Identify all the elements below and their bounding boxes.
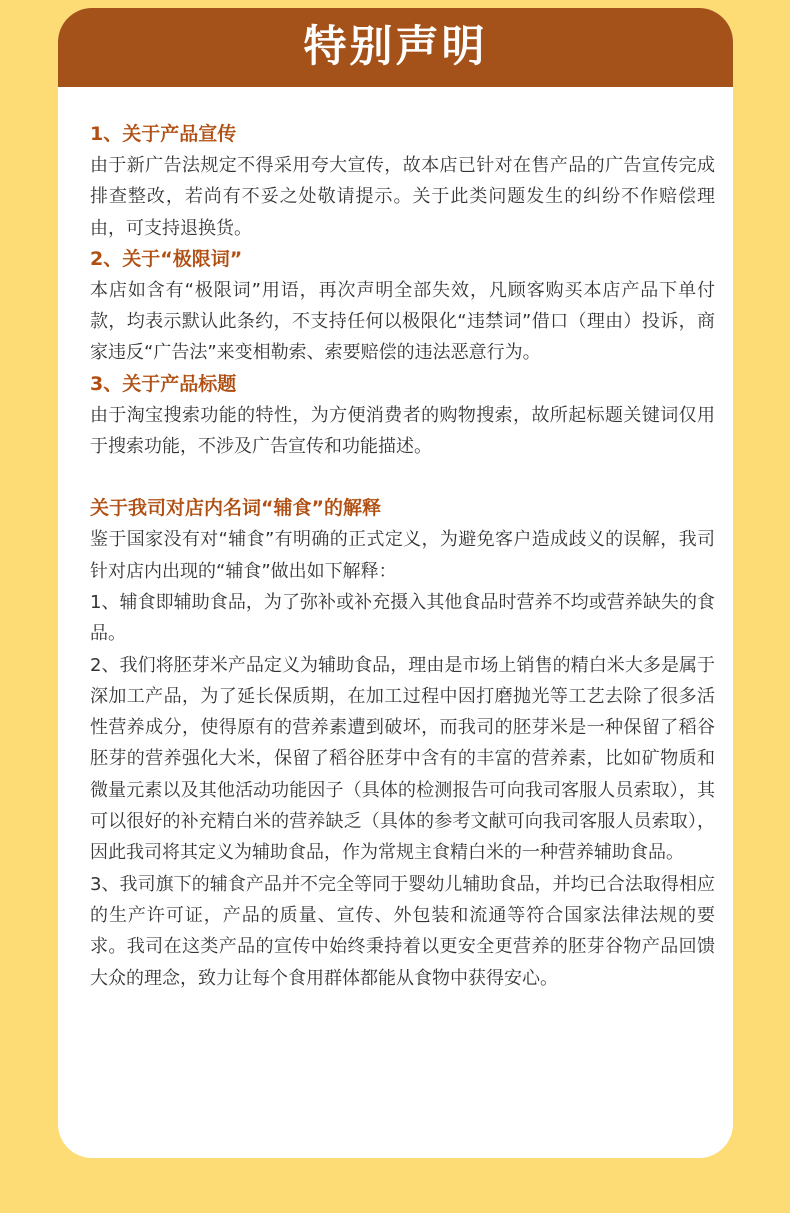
explanation-point-1: 1、辅食即辅助食品，为了弥补或补充摄入其他食品时营养不均或营养缺失的食品。 <box>90 591 715 645</box>
explanation-point-3: 3、我司旗下的辅食产品并不完全等同于婴幼儿辅助食品，并均已合法取得相应的生产许可证，产品的质量、宣传、外包装和流通等符合国家法律法规的要求。我司在这类产品的宣传中始终秉持着以更安全更营养的胚芽谷物产品回馈大众的理念，致力让每个食用群体都能从食物中获得安心。 <box>90 873 715 989</box>
statement-card <box>58 8 733 1158</box>
page-title: 特别声明 <box>303 22 488 72</box>
section-body-product-title: 由于淘宝搜索功能的特性，为方便消费者的购物搜索，故所起标题关键词仅用于搜索功能，不涉及广告宣传和功能描述。 <box>90 404 715 458</box>
section-intro-complementary-food: 鉴于国家没有对“辅食”有明确的正式定义，为避免客户造成歧义的误解，我司针对店内出现的“辅食”做出如下解释： <box>90 529 715 582</box>
section-body-extreme-words: 本店如含有“极限词”用语，再次声明全部失效，凡顾客购买本店产品下单付款，均表示默认此条约，不支持任何以极限化“违禁词”借口（理由）投诉，商家违反“广告法”来变相勒索、索要赔偿的违法恶意行为。 <box>90 279 715 364</box>
section-heading-extreme-words: 2、关于“极限词” <box>90 247 243 270</box>
card-header <box>58 8 733 87</box>
card-body <box>90 119 715 994</box>
section-body-product-promotion: 由于新广告法规定不得采用夸大宣传，故本店已针对在售产品的广告宣传完成排查整改，若尚有不妥之处敬请提示。关于此类问题发生的纠纷不作赔偿理由，可支持退换货。 <box>90 155 715 239</box>
explanation-point-2: 2、我们将胚芽米产品定义为辅助食品，理由是市场上销售的精白米大多是属于深加工产品，为了延长保质期，在加工过程中因打磨抛光等工艺去除了很多活性营养成分，使得原有的营养素遭到破坏，而我司的胚芽米是一种保留了稻谷胚芽的营养强化大米，保留了稻谷胚芽中含有的丰富的营养素，比如矿物质和微量元素以及其他活动功能因子（具体的检测报告可向我司客服人员索取），其可以很好的补充精白米的营养缺乏（具体的参考文献可向我司客服人员索取），因此我司将其定义为辅助食品，作为常规主食精白米的一种营养辅助食品。 <box>90 654 715 864</box>
section-heading-product-title: 3、关于产品标题 <box>90 372 237 395</box>
section-heading-product-promotion: 1、关于产品宣传 <box>90 123 237 145</box>
section-heading-complementary-food: 关于我司对店内名词“辅食”的解释 <box>90 497 381 520</box>
section-spacer <box>90 462 715 493</box>
